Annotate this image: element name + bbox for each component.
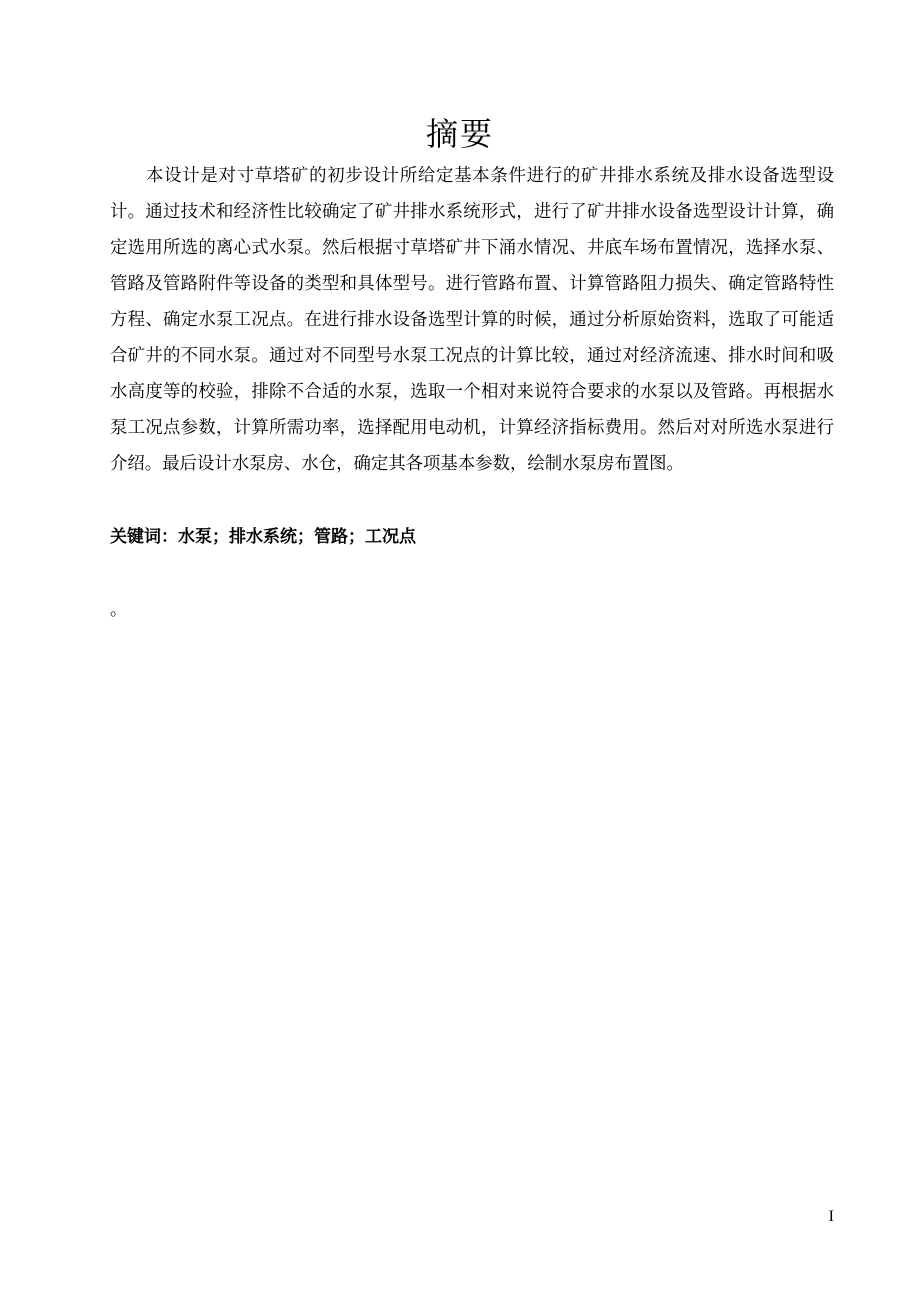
stray-punctuation: 。 [110,600,127,620]
page-title: 摘要 [425,115,494,153]
keywords-line: 关键词：水泵；排水系统；管路；工况点 [110,527,416,547]
abstract-paragraph: 本设计是对寸草塔矿的初步设计所给定基本条件进行的矿井排水系统及排水设备选型设计。通过技术和经济性比较确定了矿井排水系统形式，进行了矿井排水设备选型设计计算，确定选用所选的离心式水泵。然后根据寸草塔矿井下涌水情况、井底车场布置情况，选择水泵、管路及管路附件等设备的类型和具体型号。进行管路布置、计算管路阻力损失、确定管路特性方程、确定水泵工况点。在进行排水设备选型计算的时候，通过分析原始资料，选取了可能适合矿井的不同水泵。通过对不同型号水泵工况点的计算比较，通过对经济流速、排水时间和吸水高度等的校验，排除不合适的水泵，选取一个相对来说符合要求的水泵以及管路。再根据水泵工况点参数，计算所需功率，选择配用电动机，计算经济指标费用。然后对对所选水泵进行介绍。最后设计水泵房、水仓，确定其各项基本参数，绘制水泵房布置图。 [110,166,834,474]
page-number: I [828,1208,834,1225]
